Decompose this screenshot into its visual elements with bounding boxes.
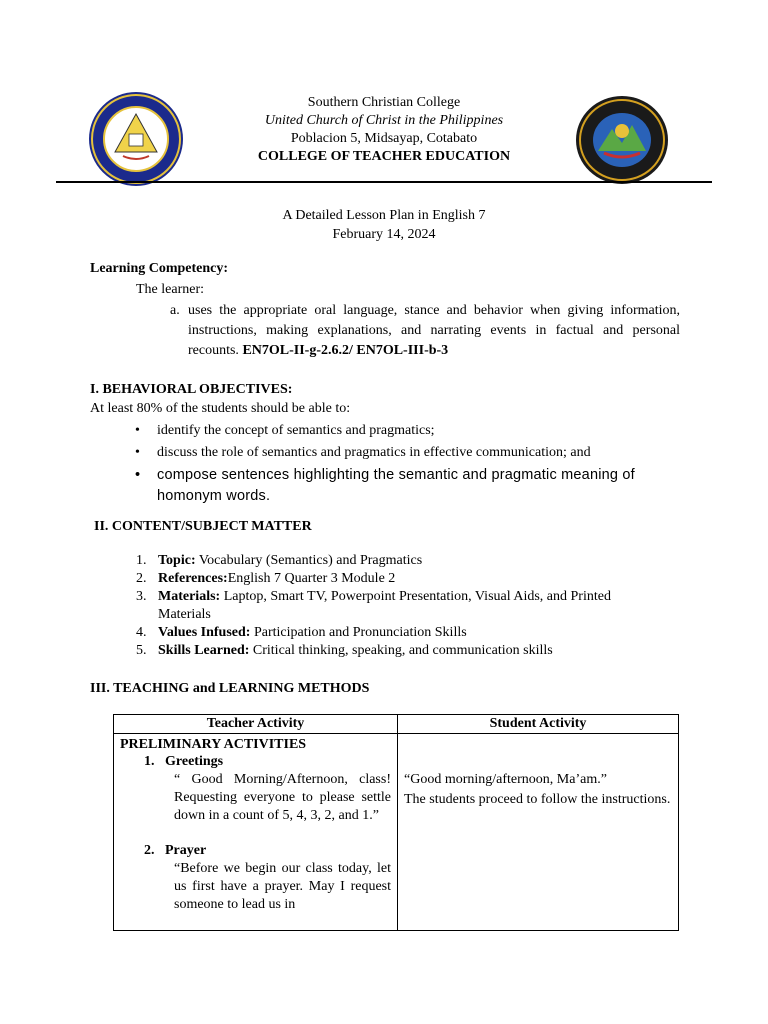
greetings-teacher-text: “ Good Morning/Afternoon, class! Requesting everyone to please settle down in a count of 5, 4, 3, 2, and 1.” bbox=[174, 772, 391, 823]
column-header-student: Student Activity bbox=[398, 715, 679, 734]
list-item: 3. Materials: Laptop, Smart TV, Powerpoint Presentation, Visual Aids, and Printed Materials bbox=[136, 589, 611, 622]
objectives-heading: I. BEHAVIORAL OBJECTIVES: bbox=[90, 382, 293, 397]
table-row bbox=[114, 734, 679, 931]
college-name: COLLEGE OF TEACHER EDUCATION bbox=[257, 149, 511, 164]
teacher-activity-cell bbox=[114, 734, 398, 931]
student-activity-cell bbox=[398, 734, 679, 931]
school-header bbox=[0, 94, 768, 166]
list-item: • discuss the role of semantics and pragmatics in effective communication; and bbox=[135, 442, 680, 464]
prayer-step: 2. Prayer bbox=[144, 843, 207, 858]
list-item: • compose sentences highlighting the semantic and pragmatic meaning of homonym words. bbox=[135, 465, 680, 507]
table-header-row bbox=[114, 715, 679, 734]
column-header-teacher: Teacher Activity bbox=[114, 715, 398, 734]
greetings-student-action: The students proceed to follow the instructions. bbox=[404, 792, 671, 807]
competency-code: EN7OL-II-g-2.6.2/ EN7OL-III-b-3 bbox=[242, 343, 449, 358]
list-item: 2. References:English 7 Quarter 3 Module 2 bbox=[136, 571, 396, 586]
list-item: • identify the concept of semantics and pragmatics; bbox=[135, 420, 680, 442]
list-item: 1. Topic: Vocabulary (Semantics) and Pragmatics bbox=[136, 553, 423, 568]
content-heading: II. CONTENT/SUBJECT MATTER bbox=[94, 519, 312, 534]
competency-item bbox=[170, 301, 680, 361]
competency-heading: Learning Competency: bbox=[90, 261, 229, 276]
competency-intro: The learner: bbox=[136, 282, 205, 297]
competency-item-letter: a. bbox=[170, 303, 180, 318]
methods-heading: III. TEACHING and LEARNING METHODS bbox=[90, 681, 370, 696]
lesson-date: February 14, 2024 bbox=[332, 227, 436, 242]
competency-item-text: uses the appropriate oral language, stance and behavior when giving information, instructions, making explanations, and narrating events in factual and personal recounts. bbox=[188, 303, 680, 358]
lesson-activity-table bbox=[113, 714, 679, 931]
prayer-teacher-text: “Before we begin our class today, let us first have a prayer. May I request someone to lead us in bbox=[174, 861, 391, 912]
objectives-list bbox=[135, 420, 680, 507]
objectives-intro: At least 80% of the students should be able to: bbox=[90, 401, 351, 416]
school-address: Poblacion 5, Midsayap, Cotabato bbox=[290, 131, 478, 146]
lesson-title-block bbox=[0, 206, 768, 244]
header-divider bbox=[56, 181, 712, 183]
content-list bbox=[136, 552, 666, 660]
greetings-step: 1. Greetings bbox=[144, 754, 224, 769]
list-item: 5. Skills Learned: Critical thinking, speaking, and communication skills bbox=[136, 643, 553, 658]
school-name: Southern Christian College bbox=[307, 95, 461, 110]
list-item: 4. Values Infused: Participation and Pronunciation Skills bbox=[136, 625, 467, 640]
section-title: PRELIMINARY ACTIVITIES bbox=[120, 737, 307, 752]
greetings-student-response: “Good morning/afternoon, Ma’am.” bbox=[404, 772, 607, 787]
school-affiliation: United Church of Christ in the Philippines bbox=[264, 113, 504, 128]
lesson-title: A Detailed Lesson Plan in English 7 bbox=[282, 208, 486, 223]
